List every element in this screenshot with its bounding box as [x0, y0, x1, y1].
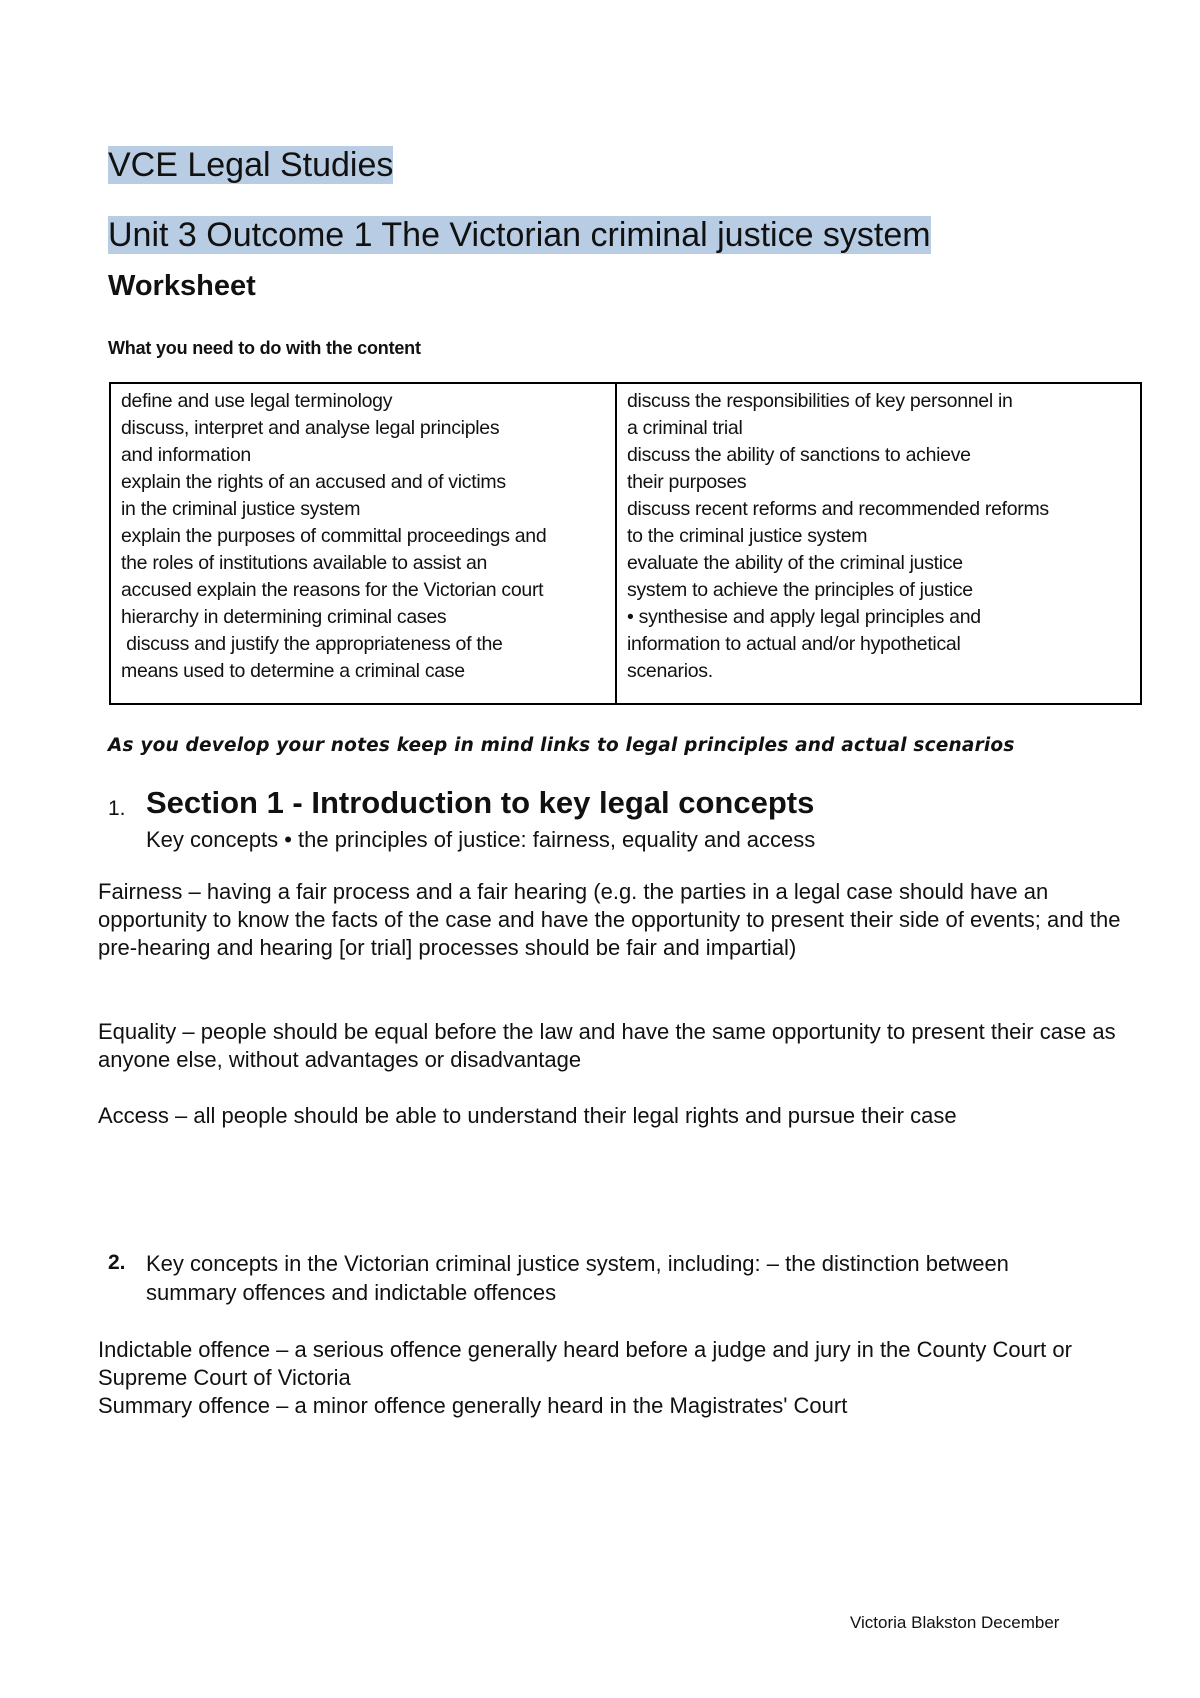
content-table: [109, 382, 1142, 705]
unit-title-text: Unit 3 Outcome 1 The Victorian criminal justice system: [108, 216, 931, 254]
table-line: discuss, interpret and analyse legal principles: [121, 417, 500, 439]
table-line: discuss the responsibilities of key personnel in: [627, 390, 1013, 412]
course-title: [108, 144, 393, 186]
table-line: and information: [121, 444, 251, 466]
table-line: to the criminal justice system: [627, 525, 868, 547]
table-line: scenarios.: [627, 660, 713, 682]
section-1-number: 1.: [108, 797, 126, 820]
summary-offence-paragraph: Summary offence – a minor offence generally heard in the Magistrates' Court: [98, 1393, 848, 1418]
table-line: accused explain the reasons for the Victorian court: [121, 579, 544, 601]
section-1-title: Section 1 - Introduction to key legal concepts: [146, 785, 815, 820]
table-line: a criminal trial: [627, 417, 743, 439]
table-line: hierarchy in determining criminal cases: [121, 606, 447, 628]
table-line: their purposes: [627, 471, 747, 493]
table-line: system to achieve the principles of justice: [627, 579, 973, 601]
table-line: the roles of institutions available to assist an: [121, 552, 488, 574]
table-line: evaluate the ability of the criminal justice: [627, 552, 963, 574]
indictable-offence-paragraph: Indictable offence – a serious offence generally heard before a judge and jury in the County Court or Supreme Court of Victoria: [98, 1337, 1072, 1390]
section-2-number: 2.: [108, 1251, 126, 1274]
table-line: • synthesise and apply legal principles and: [627, 606, 981, 628]
table-line: discuss recent reforms and recommended reforms: [627, 498, 1049, 520]
table-line: explain the rights of an accused and of victims: [121, 471, 506, 493]
worksheet-heading: Worksheet: [108, 270, 256, 302]
footer-author: Victoria Blakston December: [850, 1613, 1060, 1632]
table-line: information to actual and/or hypothetical: [627, 633, 961, 655]
access-paragraph: Access – all people should be able to understand their legal rights and pursue their case: [98, 1103, 957, 1128]
course-title-text: VCE Legal Studies: [108, 146, 394, 184]
unit-title: [108, 214, 931, 256]
table-line: explain the purposes of committal proceedings and: [121, 525, 547, 547]
equality-paragraph: Equality – people should be equal before the law and have the same opportunity to present their case as anyone else, without advantages or disadvantage: [98, 1019, 1116, 1072]
notes-reminder: As you develop your notes keep in mind links to legal principles and actual scenarios: [108, 735, 1015, 756]
content-heading: What you need to do with the content: [108, 338, 421, 358]
table-line: means used to determine a criminal case: [121, 660, 465, 682]
fairness-paragraph: Fairness – having a fair process and a fair hearing (e.g. the parties in a legal case should have an opportunity to know the facts of the case and have the opportunity to present their side of events; and the pre-hearing and hearing [or trial] processes should be fair and impartial): [98, 879, 1121, 960]
table-line: in the criminal justice system: [121, 498, 361, 520]
table-line: discuss the ability of sanctions to achieve: [627, 444, 971, 466]
section-2-text: Key concepts in the Victorian criminal justice system, including: – the distinction between summary offences and indictable offences: [146, 1251, 1009, 1305]
table-line: define and use legal terminology: [121, 390, 393, 412]
table-left-column: [111, 384, 617, 703]
table-right-column: [617, 384, 1140, 703]
table-line: discuss and justify the appropriateness of the: [121, 633, 503, 655]
section-1-subtitle: Key concepts • the principles of justice: fairness, equality and access: [146, 827, 816, 852]
